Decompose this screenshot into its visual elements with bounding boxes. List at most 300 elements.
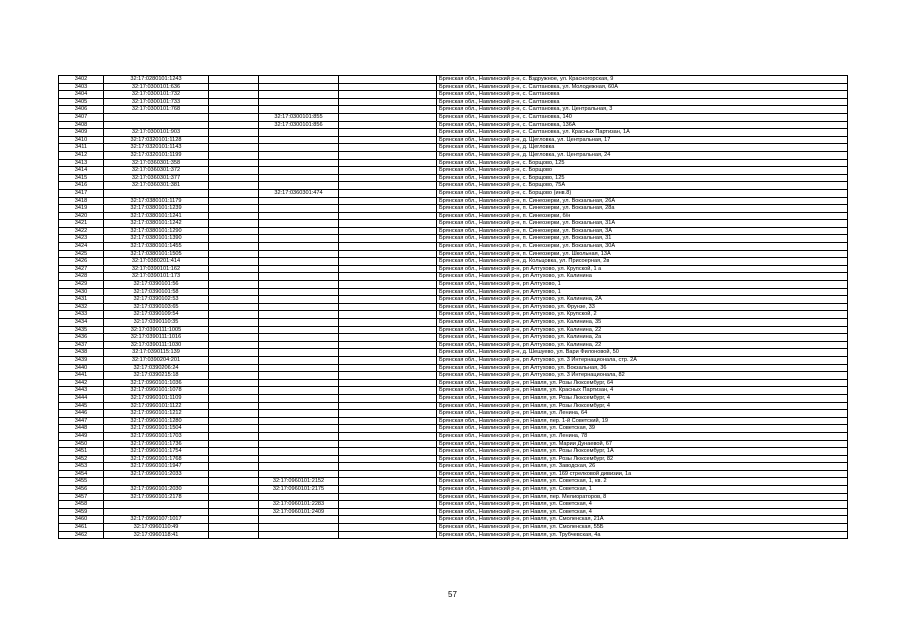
table-cell: 3411	[59, 144, 104, 152]
table-cell	[209, 372, 259, 380]
table-cell: 3455	[59, 478, 104, 486]
table-cell	[209, 508, 259, 516]
table-cell: Брянская обл., Навлинский р-н, п. Синеозерки, ул. Вокзальная, 26А	[437, 197, 848, 205]
table-cell	[259, 432, 339, 440]
table-cell	[209, 144, 259, 152]
table-cell: Брянская обл., Навлинский р-н, с. Салтановка, 140	[437, 113, 848, 121]
table-cell	[339, 508, 437, 516]
table-cell	[259, 379, 339, 387]
table-row	[59, 273, 848, 281]
table-cell: 32:17:0360301:474	[259, 189, 339, 197]
table-cell: Брянская обл., Навлинский р-н, рп Навля, ул. Ленина, 78	[437, 432, 848, 440]
table-cell: Брянская обл., Навлинский р-н, д. Щегловка, ул. Центральная, 17	[437, 136, 848, 144]
table-cell: 32:17:0360301:381	[104, 182, 209, 190]
table-cell	[259, 83, 339, 91]
table-cell: Брянская обл., Навлинский р-н, рп Навля, ул. Советская, 39	[437, 425, 848, 433]
table-cell	[259, 167, 339, 175]
table-cell: 32:17:0300101:855	[259, 113, 339, 121]
table-cell	[259, 493, 339, 501]
table-cell	[339, 189, 437, 197]
table-cell	[209, 349, 259, 357]
table-cell: 3421	[59, 220, 104, 228]
table-row	[59, 493, 848, 501]
table-cell	[209, 319, 259, 327]
table-cell: Брянская обл., Навлинский р-н, рп Алтухово, ул. Крупской, 1 а	[437, 265, 848, 273]
table-cell: 32:17:0960110:49	[104, 524, 209, 532]
table-row	[59, 91, 848, 99]
table-cell	[209, 189, 259, 197]
table-cell	[339, 394, 437, 402]
table-cell	[209, 212, 259, 220]
table-row	[59, 379, 848, 387]
table-cell: Брянская обл., Навлинский р-н, п. Синеозерки, ул. Вокзальная, 30А	[437, 243, 848, 251]
table-row	[59, 508, 848, 516]
table-cell	[209, 379, 259, 387]
table-cell: 3443	[59, 387, 104, 395]
table-cell: 32:17:0300101:768	[104, 106, 209, 114]
table-cell: 3413	[59, 159, 104, 167]
table-cell: Брянская обл., Навлинский р-н, с. Салтановка	[437, 98, 848, 106]
table-cell: Брянская обл., Навлинский р-н, рп Навля, ул. Заводская, 26	[437, 463, 848, 471]
table-cell	[339, 243, 437, 251]
table-row	[59, 83, 848, 91]
table-cell	[339, 83, 437, 91]
table-cell	[209, 341, 259, 349]
table-cell: 32:17:0960101:2033	[104, 470, 209, 478]
table-cell: 32:17:0380101:1390	[104, 235, 209, 243]
table-row	[59, 76, 848, 84]
table-cell: Брянская обл., Навлинский р-н, рп Навля, ул. Советская, 4	[437, 508, 848, 516]
table-cell: 32:17:0380101:1505	[104, 250, 209, 258]
table-row	[59, 113, 848, 121]
table-cell: 32:17:0300101:732	[104, 91, 209, 99]
table-row	[59, 121, 848, 129]
table-cell	[259, 265, 339, 273]
table-cell: 3434	[59, 319, 104, 327]
table-row	[59, 463, 848, 471]
table-cell: Брянская обл., Навлинский р-н, рп Навля, ул. Красных Партизан, 4	[437, 387, 848, 395]
table-row	[59, 288, 848, 296]
table-row	[59, 486, 848, 494]
table-row	[59, 144, 848, 152]
table-row	[59, 319, 848, 327]
table-cell: Брянская обл., Навлинский р-н, рп Алтухово, 1	[437, 288, 848, 296]
table-cell: Брянская обл., Навлинский р-н, рп Навля, ул. 169 стрелковой дивизии, 1а	[437, 470, 848, 478]
table-cell	[104, 121, 209, 129]
table-row	[59, 151, 848, 159]
table-cell	[209, 402, 259, 410]
table-cell	[339, 463, 437, 471]
table-cell: 32:17:0390204:201	[104, 356, 209, 364]
table-cell	[209, 167, 259, 175]
table-cell	[209, 501, 259, 509]
table-cell	[259, 129, 339, 137]
table-cell: 32:17:0390110:35	[104, 319, 209, 327]
table-cell	[209, 463, 259, 471]
table-row	[59, 448, 848, 456]
table-cell	[339, 136, 437, 144]
table-cell: 32:17:0960101:1078	[104, 387, 209, 395]
table-cell	[104, 478, 209, 486]
table-cell: 32:17:0960101:2409	[259, 508, 339, 516]
table-cell: 32:17:0300101:636	[104, 83, 209, 91]
table-cell: 3406	[59, 106, 104, 114]
table-cell	[209, 303, 259, 311]
table-cell	[259, 470, 339, 478]
table-cell	[209, 197, 259, 205]
table-cell: Брянская обл., Навлинский р-н, рп Алтухово, ул. Калинина, 22	[437, 341, 848, 349]
table-row	[59, 281, 848, 289]
table-cell: 32:17:0390111:1016	[104, 334, 209, 342]
table-cell: Брянская обл., Навлинский р-н, с. Борщово, 125	[437, 159, 848, 167]
table-cell	[339, 281, 437, 289]
table-cell: 32:17:0960101:1703	[104, 432, 209, 440]
table-cell	[339, 379, 437, 387]
table-cell: 32:17:0380101:1290	[104, 227, 209, 235]
table-cell	[209, 493, 259, 501]
table-cell: 32:17:0390206:24	[104, 364, 209, 372]
table-cell: 32:17:0380101:1179	[104, 197, 209, 205]
table-cell: 3404	[59, 91, 104, 99]
table-cell: 32:17:0380101:1242	[104, 220, 209, 228]
table-cell: Брянская обл., Навлинский р-н, с. Борщово (инв.8)	[437, 189, 848, 197]
table-cell	[209, 129, 259, 137]
table-cell: 3437	[59, 341, 104, 349]
table-cell: 3445	[59, 402, 104, 410]
table-cell	[209, 425, 259, 433]
table-row	[59, 167, 848, 175]
table-cell	[259, 273, 339, 281]
table-cell	[209, 440, 259, 448]
table-cell: 32:17:0390109:54	[104, 311, 209, 319]
table-cell: Брянская обл., Навлинский р-н, п. Синеозерки, ул. Вокзальная, 3А	[437, 227, 848, 235]
table-cell	[259, 326, 339, 334]
table-cell	[339, 326, 437, 334]
table-cell	[209, 455, 259, 463]
table-cell	[259, 258, 339, 266]
table-cell	[209, 326, 259, 334]
table-cell: 3423	[59, 235, 104, 243]
table-cell	[259, 440, 339, 448]
table-cell: 3440	[59, 364, 104, 372]
table-cell	[339, 478, 437, 486]
table-cell: 3407	[59, 113, 104, 121]
table-cell: Брянская обл., Навлинский р-н, рп Навля, пер. 1-й Советский, 19	[437, 417, 848, 425]
table-cell: Брянская обл., Навлинский р-н, п. Синеозерки, б/н	[437, 212, 848, 220]
table-cell	[209, 334, 259, 342]
table-cell: 3424	[59, 243, 104, 251]
table-cell: 3459	[59, 508, 104, 516]
table-cell	[259, 205, 339, 213]
table-cell: 32:17:0380101:1239	[104, 205, 209, 213]
table-cell	[339, 258, 437, 266]
table-cell: 32:17:0360301:372	[104, 167, 209, 175]
table-cell: 3419	[59, 205, 104, 213]
table-cell	[209, 91, 259, 99]
table-cell: 3456	[59, 486, 104, 494]
table-row	[59, 524, 848, 532]
table-cell	[339, 486, 437, 494]
table-cell: 32:17:0390101:58	[104, 288, 209, 296]
table-cell	[259, 356, 339, 364]
table-cell: Брянская обл., Навлинский р-н, с. Борщово	[437, 167, 848, 175]
table-cell: Брянская обл., Навлинский р-н, рп Навля, ул. Розы Люксембург, 4	[437, 394, 848, 402]
table-cell: Брянская обл., Навлинский р-н, с. Салтановка, ул. Красных Партизан, 1А	[437, 129, 848, 137]
table-cell: Брянская обл., Навлинский р-н, рп Алтухово, 1	[437, 281, 848, 289]
table-cell: 32:17:0380101:1241	[104, 212, 209, 220]
table-row	[59, 197, 848, 205]
table-row	[59, 440, 848, 448]
table-cell	[259, 372, 339, 380]
table-cell: 32:17:0320101:1128	[104, 136, 209, 144]
table-cell	[339, 91, 437, 99]
table-cell	[259, 425, 339, 433]
table-cell: Брянская обл., Навлинский р-н, рп Навля, ул. Советская, 4	[437, 501, 848, 509]
table-cell	[209, 288, 259, 296]
table-row	[59, 265, 848, 273]
table-cell: 3441	[59, 372, 104, 380]
table-cell	[259, 334, 339, 342]
table-cell: Брянская обл., Навлинский р-н, рп Навля, ул. Трубчевская, 4а	[437, 531, 848, 539]
table-row	[59, 227, 848, 235]
table-cell	[259, 387, 339, 395]
table-cell: 32:17:0390103:65	[104, 303, 209, 311]
table-cell	[339, 524, 437, 532]
table-cell	[259, 341, 339, 349]
table-cell: 32:17:0390215:18	[104, 372, 209, 380]
table-cell: 3457	[59, 493, 104, 501]
table-cell: 32:17:0390111:1030	[104, 341, 209, 349]
table-cell: 3415	[59, 174, 104, 182]
table-cell	[339, 440, 437, 448]
table-cell: Брянская обл., Навлинский р-н, рп Алтухово, ул. Калинина	[437, 273, 848, 281]
table-cell	[259, 250, 339, 258]
table-cell: 32:17:0960101:1036	[104, 379, 209, 387]
table-cell: 32:17:0300101:733	[104, 98, 209, 106]
table-row	[59, 235, 848, 243]
table-cell: 3452	[59, 455, 104, 463]
table-cell	[209, 98, 259, 106]
table-cell	[104, 113, 209, 121]
table-cell	[259, 349, 339, 357]
table-cell	[259, 174, 339, 182]
table-cell	[339, 417, 437, 425]
table-cell	[259, 136, 339, 144]
table-cell: Брянская обл., Навлинский р-н, рп Алтухово, ул. Крупской, 2	[437, 311, 848, 319]
table-cell: 3429	[59, 281, 104, 289]
table-cell	[209, 486, 259, 494]
table-cell	[209, 531, 259, 539]
table-cell	[259, 455, 339, 463]
table-cell	[339, 174, 437, 182]
table-row	[59, 349, 848, 357]
table-row	[59, 516, 848, 524]
table-cell	[209, 470, 259, 478]
table-cell	[259, 159, 339, 167]
table-row	[59, 531, 848, 539]
table-row	[59, 98, 848, 106]
table-cell	[209, 83, 259, 91]
table-cell: 3451	[59, 448, 104, 456]
table-cell: Брянская обл., Навлинский р-н, рп Навля, ул. Смоленская, 21А	[437, 516, 848, 524]
table-cell	[339, 273, 437, 281]
table-cell	[339, 129, 437, 137]
table-cell: 3418	[59, 197, 104, 205]
table-cell	[339, 334, 437, 342]
table-row	[59, 417, 848, 425]
table-cell	[209, 296, 259, 304]
table-cell: Брянская обл., Навлинский р-н, с. Салтановка, ул. Центральная, 3	[437, 106, 848, 114]
table-cell: 32:17:0380201:414	[104, 258, 209, 266]
table-cell	[259, 516, 339, 524]
table-cell	[209, 524, 259, 532]
table-cell	[209, 121, 259, 129]
table-cell	[339, 106, 437, 114]
table-cell: Брянская обл., Навлинский р-н, п. Синеозерки, ул. Школьная, 13А	[437, 250, 848, 258]
registry-table	[58, 75, 848, 539]
table-cell	[259, 98, 339, 106]
table-cell	[259, 417, 339, 425]
table-cell	[209, 478, 259, 486]
table-cell: 32:17:0390111:1005	[104, 326, 209, 334]
table-cell: 32:17:0360301:358	[104, 159, 209, 167]
table-cell	[339, 212, 437, 220]
table-cell: 32:17:0960101:1212	[104, 410, 209, 418]
table-cell	[339, 372, 437, 380]
table-cell	[339, 356, 437, 364]
table-row	[59, 220, 848, 228]
table-cell	[339, 311, 437, 319]
table-cell	[209, 410, 259, 418]
table-cell: 32:17:0390115:139	[104, 349, 209, 357]
table-cell	[209, 281, 259, 289]
table-cell: 32:17:0390101:56	[104, 281, 209, 289]
table-cell: Брянская обл., Навлинский р-н, рп Навля, ул. Ленина, 64	[437, 410, 848, 418]
table-cell: Брянская обл., Навлинский р-н, д. Щегловка, ул. Центральная, 24	[437, 151, 848, 159]
table-cell	[339, 288, 437, 296]
table-cell	[209, 76, 259, 84]
table-cell: Брянская обл., Навлинский р-н, д. Щегловка	[437, 144, 848, 152]
table-row	[59, 387, 848, 395]
table-cell	[209, 265, 259, 273]
table-cell	[104, 501, 209, 509]
table-cell: 3427	[59, 265, 104, 273]
table-cell: Брянская обл., Навлинский р-н, с. Борщово, 125	[437, 174, 848, 182]
table-cell: 3442	[59, 379, 104, 387]
table-cell	[259, 106, 339, 114]
table-row	[59, 410, 848, 418]
table-row	[59, 372, 848, 380]
table-cell: 32:17:0960101:1754	[104, 448, 209, 456]
table-cell	[209, 235, 259, 243]
table-cell: 3414	[59, 167, 104, 175]
table-cell	[209, 174, 259, 182]
table-cell: Брянская обл., Навлинский р-н, с. Салтановка, ул. Молодежная, 60А	[437, 83, 848, 91]
table-cell	[339, 197, 437, 205]
table-cell	[259, 296, 339, 304]
table-cell: 3422	[59, 227, 104, 235]
table-cell	[339, 364, 437, 372]
table-cell: 32:17:0960101:1768	[104, 455, 209, 463]
table-cell	[339, 425, 437, 433]
table-cell	[209, 356, 259, 364]
table-cell: Брянская обл., Навлинский р-н, рп Навля, ул. Розы Люксембург, 1А	[437, 448, 848, 456]
table-cell: Брянская обл., Навлинский р-н, рп Навля, ул. Розы Люксембург, 4	[437, 402, 848, 410]
table-cell: 3425	[59, 250, 104, 258]
table-cell	[104, 189, 209, 197]
table-cell: Брянская обл., Навлинский р-н, рп Навля, ул. Розы Люксембург, 82	[437, 455, 848, 463]
table-row	[59, 326, 848, 334]
table-cell	[259, 311, 339, 319]
table-row	[59, 174, 848, 182]
table-cell	[259, 463, 339, 471]
table-cell	[259, 144, 339, 152]
table-cell	[209, 243, 259, 251]
table-cell: 3448	[59, 425, 104, 433]
table-cell: Брянская обл., Навлинский р-н, рп Навля, ул. Марии Дунаевой, 67	[437, 440, 848, 448]
table-row	[59, 455, 848, 463]
table-cell	[339, 151, 437, 159]
table-cell	[209, 387, 259, 395]
table-cell: Брянская обл., Навлинский р-н, с. Вздружное, ул. Красногорская, 9	[437, 76, 848, 84]
table-cell: 3436	[59, 334, 104, 342]
table-cell: Брянская обл., Навлинский р-н, д. Шешуево, ул. Вари Филоновой, 50	[437, 349, 848, 357]
table-cell	[209, 448, 259, 456]
table-cell	[209, 273, 259, 281]
table-cell: 32:17:0960107:1017	[104, 516, 209, 524]
table-cell	[259, 448, 339, 456]
table-cell: 32:17:0360301:377	[104, 174, 209, 182]
table-row	[59, 311, 848, 319]
table-cell	[259, 197, 339, 205]
table-cell: Брянская обл., Навлинский р-н, п. Синеозерки, ул. Вокзальная, 28а	[437, 205, 848, 213]
table-cell	[209, 516, 259, 524]
table-cell: Брянская обл., Навлинский р-н, рп Навля, пер. Мелиораторов, 8	[437, 493, 848, 501]
table-row	[59, 364, 848, 372]
table-cell	[339, 448, 437, 456]
table-cell	[339, 182, 437, 190]
table-cell: 32:17:0320101:1143	[104, 144, 209, 152]
table-cell: 32:17:0390101:162	[104, 265, 209, 273]
table-cell	[339, 250, 437, 258]
table-row	[59, 303, 848, 311]
table-cell: 3461	[59, 524, 104, 532]
table-row	[59, 106, 848, 114]
table-cell	[339, 341, 437, 349]
table-cell	[339, 493, 437, 501]
table-cell	[209, 417, 259, 425]
table-cell	[259, 303, 339, 311]
table-cell	[209, 106, 259, 114]
table-cell: 32:17:0960101:1109	[104, 394, 209, 402]
table-cell: Брянская обл., Навлинский р-н, п. Синеозерки, ул. Вокзальная, 31А	[437, 220, 848, 228]
table-cell	[209, 250, 259, 258]
table-cell	[209, 113, 259, 121]
table-cell: 32:17:0960101:1280	[104, 417, 209, 425]
table-cell	[339, 113, 437, 121]
table-cell: Брянская обл., Навлинский р-н, рп Алтухово, ул. Калинина, 2А	[437, 296, 848, 304]
table-cell: 3410	[59, 136, 104, 144]
table-cell: 32:17:0960101:2152	[259, 478, 339, 486]
table-cell: Брянская обл., Навлинский р-н, рп Алтухово, ул. Фрунзе, 33	[437, 303, 848, 311]
table-cell	[209, 182, 259, 190]
table-cell: 3426	[59, 258, 104, 266]
table-cell: Брянская обл., Навлинский р-н, рп Алтухово, ул. Вокзальная, 36	[437, 364, 848, 372]
table-cell	[339, 296, 437, 304]
table-row	[59, 205, 848, 213]
table-cell	[339, 98, 437, 106]
table-cell	[259, 524, 339, 532]
